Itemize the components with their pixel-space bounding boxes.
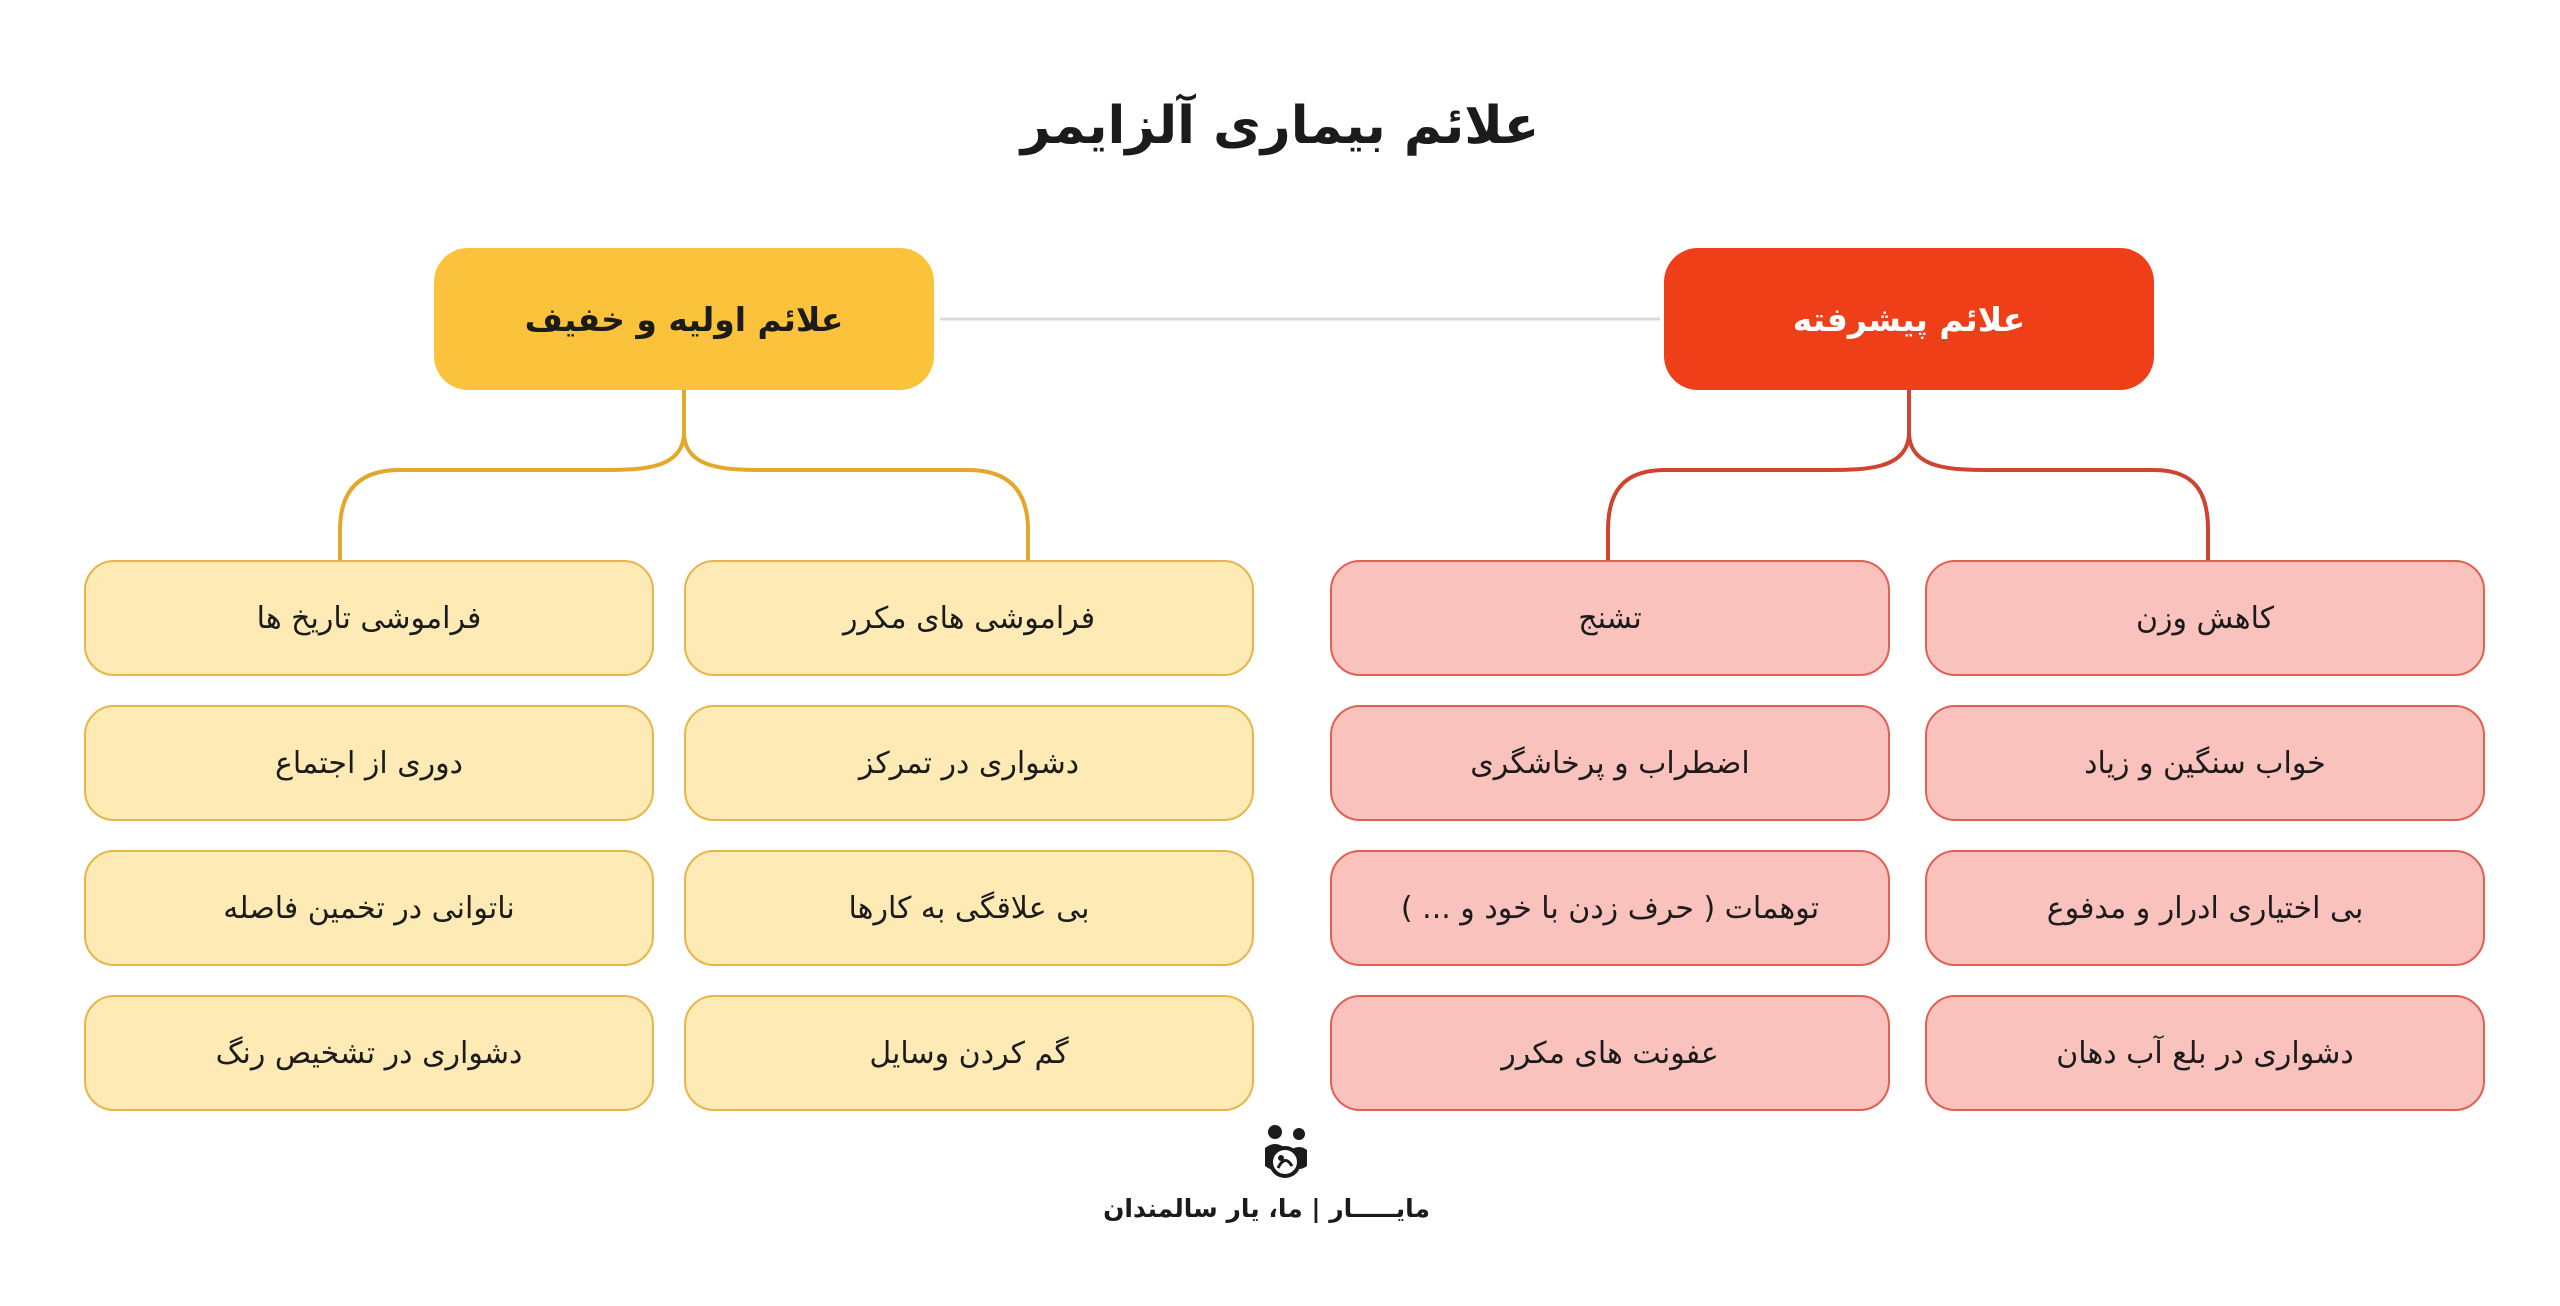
list-item[interactable]: عفونت های مکرر bbox=[1330, 995, 1890, 1111]
page-title: علائم بیماری آلزایمر bbox=[1020, 96, 1540, 156]
list-item[interactable]: اضطراب و پرخاشگری bbox=[1330, 705, 1890, 821]
branch-header-advanced[interactable]: علائم پیشرفته bbox=[1664, 248, 2154, 390]
elderly-care-people-icon bbox=[1251, 1120, 1319, 1188]
list-item[interactable]: دوری از اجتماع bbox=[84, 705, 654, 821]
branch-header-mild[interactable]: علائم اولیه و خفیف bbox=[434, 248, 934, 390]
footer-brand bbox=[1103, 1120, 1430, 1223]
list-item[interactable]: گم کردن وسایل bbox=[684, 995, 1254, 1111]
list-item[interactable]: توهمات ( حرف زدن با خود و ... ) bbox=[1330, 850, 1890, 966]
list-item[interactable]: تشنج bbox=[1330, 560, 1890, 676]
list-item[interactable]: فراموشی تاریخ ها bbox=[84, 560, 654, 676]
list-item[interactable]: کاهش وزن bbox=[1925, 560, 2485, 676]
list-item[interactable]: دشواری در تشخیص رنگ bbox=[84, 995, 654, 1111]
list-item[interactable]: فراموشی های مکرر bbox=[684, 560, 1254, 676]
list-item[interactable]: خواب سنگین و زیاد bbox=[1925, 705, 2485, 821]
list-item[interactable]: دشواری در بلع آب دهان bbox=[1925, 995, 2485, 1111]
list-item[interactable]: بی اختیاری ادرار و مدفوع bbox=[1925, 850, 2485, 966]
list-item[interactable]: بی علاقگی به کارها bbox=[684, 850, 1254, 966]
brand-name: مایـــــار | ما، یار سالمندان bbox=[1103, 1194, 1430, 1223]
list-item[interactable]: ناتوانی در تخمین فاصله bbox=[84, 850, 654, 966]
list-item[interactable]: دشواری در تمرکز bbox=[684, 705, 1254, 821]
